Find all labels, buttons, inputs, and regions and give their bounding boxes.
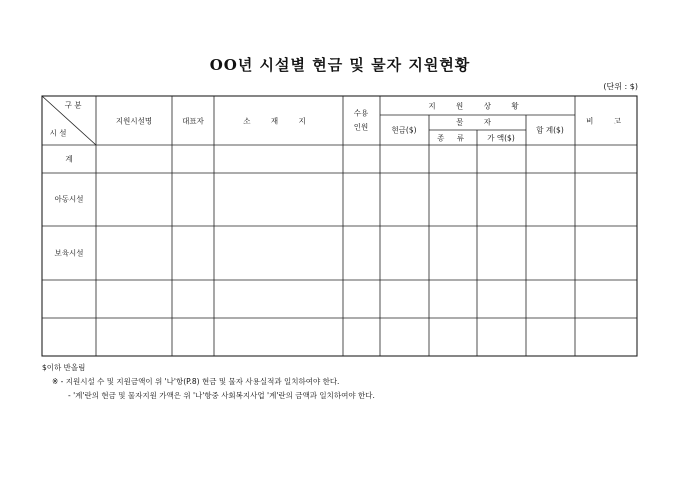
header-value: 가 액($) [487, 133, 515, 143]
row-label-child-facility: 아동시설 [54, 194, 84, 204]
header-representative: 대표자 [182, 116, 204, 126]
header-kind: 종 류 [437, 133, 469, 143]
unit-label: (단위 : $) [603, 82, 638, 91]
header-capacity-line2: 인원 [353, 122, 369, 132]
header-capacity-line1: 수용 [353, 108, 369, 118]
row-label-total: 계 [65, 154, 73, 164]
header-gubun: 구 분 [64, 100, 82, 110]
note-consistency-1: ※ - 지원시설 수 및 지원금액이 위 '나'항(P.8) 현금 및 물자 사용실적과 일치하여야 한다. [52, 377, 340, 386]
header-total: 합 계($) [536, 125, 564, 135]
header-facility-name: 지원시설명 [115, 116, 153, 126]
note-rounding: $이하 반올림 [42, 363, 86, 372]
note-consistency-2: - '계'란의 현금 및 물자지원 가액은 위 '나'항중 사회복지사업 '계'란의 금액과 일치하여야 한다. [68, 391, 375, 400]
page-title: OO년 시설별 현금 및 물자 지원현황 [209, 56, 471, 74]
header-support-status: 지 원 상 황 [428, 101, 528, 111]
header-location: 소 재 지 [243, 116, 315, 126]
header-remarks: 비 고 [586, 116, 630, 126]
header-siseol: 시 설 [49, 128, 67, 138]
row-label-nursery-facility: 보육시설 [54, 248, 84, 258]
header-goods: 물 자 [456, 117, 500, 127]
header-cash: 현금($) [391, 125, 417, 135]
